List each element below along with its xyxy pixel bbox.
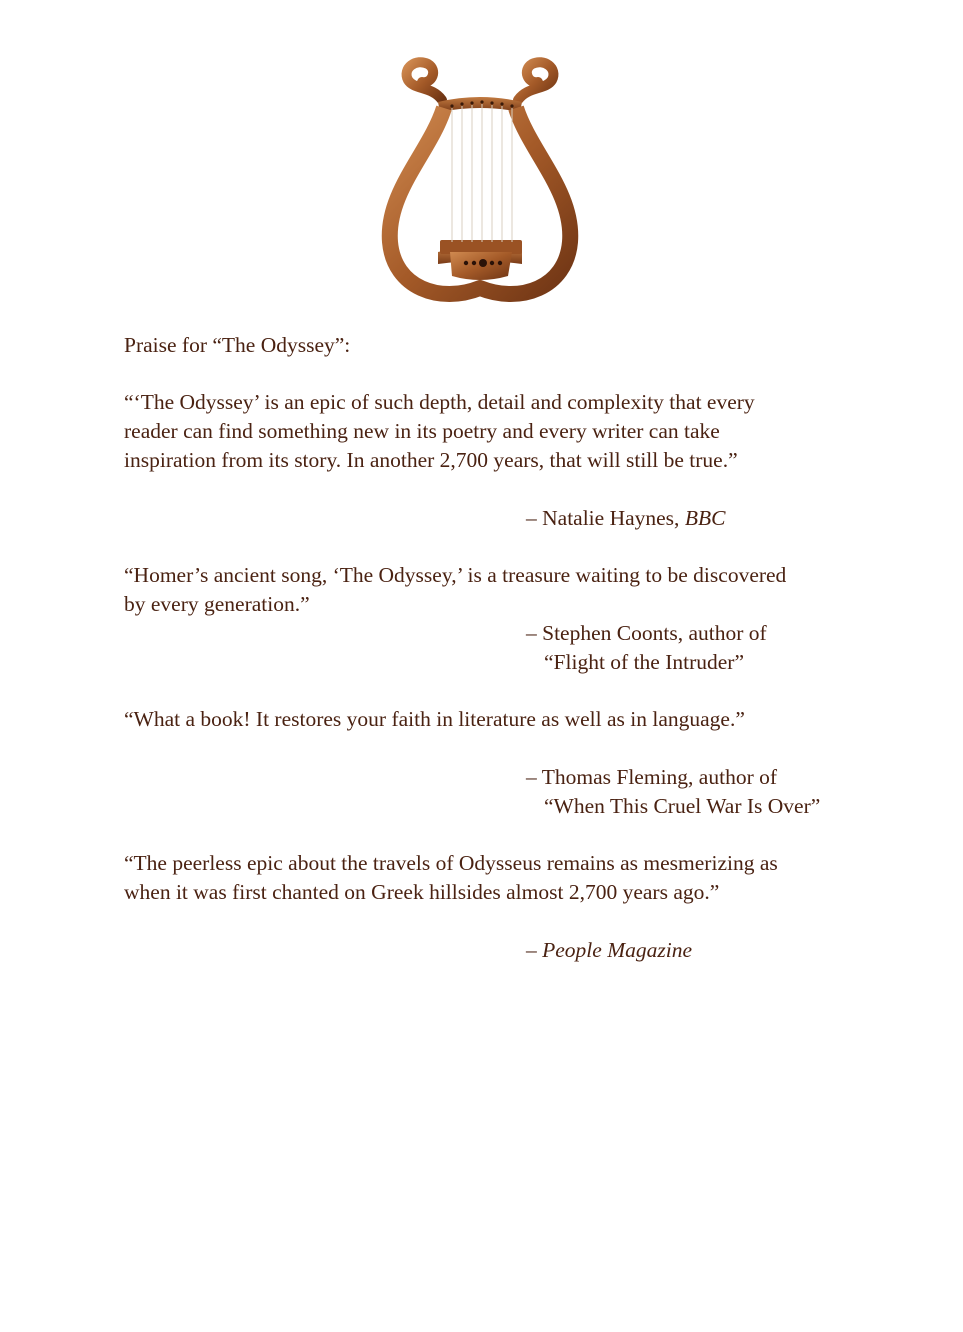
lyre-icon [380, 52, 590, 304]
quote-2-attribution [526, 619, 767, 677]
quote-4 [124, 849, 778, 907]
page-heading: Praise for “The Odyssey”: [124, 333, 351, 357]
quote-4-attribution-source: People Magazine [542, 938, 692, 962]
quote-1-line-3: inspiration from its story. In another 2,700 years, that will still be true.” [124, 448, 738, 472]
quote-1 [124, 388, 755, 475]
quote-2-attribution-book: “Flight of the Intruder” [544, 650, 745, 674]
quote-3-attribution-author: – Thomas Fleming, author of [526, 765, 778, 789]
quote-2-line-1: “Homer’s ancient song, ‘The Odyssey,’ is a treasure waiting to be discovered [124, 563, 787, 587]
quote-3-attribution [526, 763, 820, 821]
quote-1-attribution-author: – Natalie Haynes, [526, 506, 685, 530]
quote-4-attribution-dash: – [526, 938, 543, 962]
quote-1-line-2: reader can find something new in its poetry and every writer can take [124, 419, 720, 443]
quote-4-line-1: “The peerless epic about the travels of Odysseus remains as mesmerizing as [124, 851, 778, 875]
quote-2 [124, 561, 786, 619]
quote-1-attribution-source: BBC [684, 506, 726, 530]
quote-4-attribution [526, 936, 692, 965]
quote-3-line-1: “What a book! It restores your faith in literature as well as in language.” [124, 707, 745, 731]
quote-3 [124, 705, 745, 734]
quote-1-attribution [526, 504, 725, 533]
quote-2-attribution-author: – Stephen Coonts, author of [526, 621, 767, 645]
quote-1-line-1: “‘The Odyssey’ is an epic of such depth, detail and complexity that every [124, 390, 755, 414]
quote-3-attribution-book: “When This Cruel War Is Over” [544, 794, 821, 818]
quote-4-line-2: when it was first chanted on Greek hillsides almost 2,700 years ago.” [124, 880, 720, 904]
quote-2-line-2: by every generation.” [124, 592, 310, 616]
